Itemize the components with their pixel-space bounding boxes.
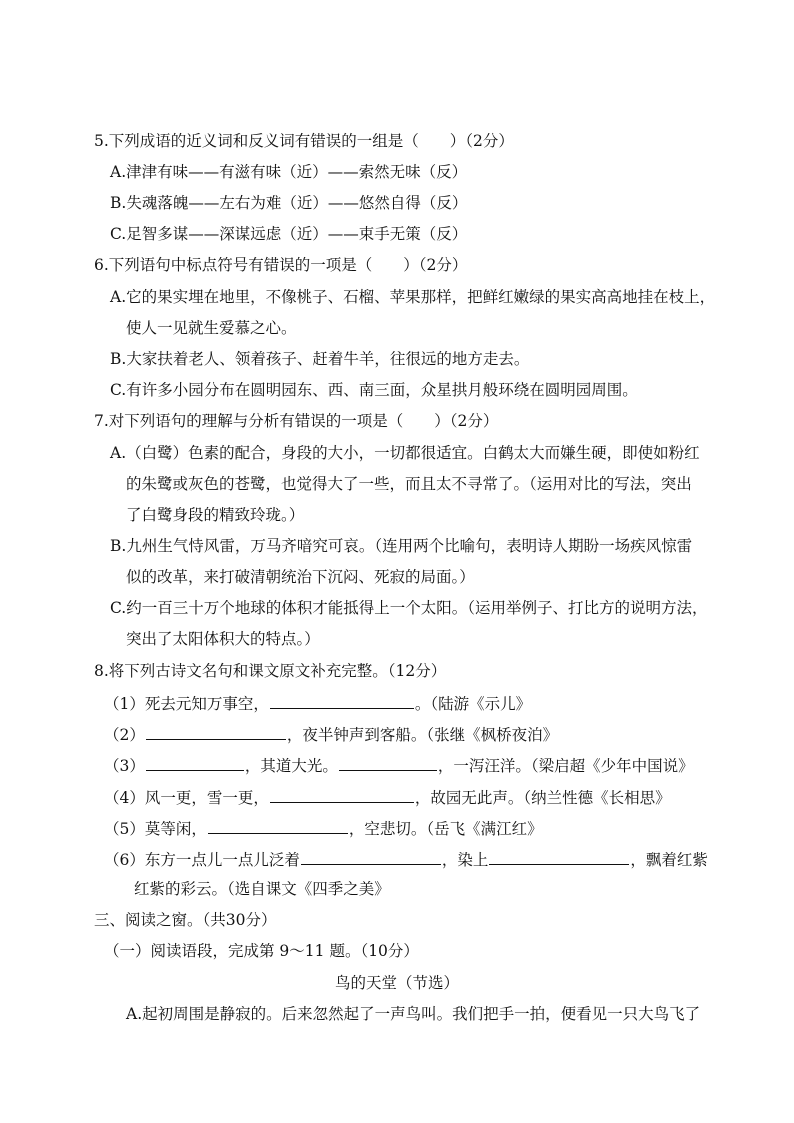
section-heading: 三、阅读之窗。（共30分） xyxy=(94,911,277,929)
q8-item-2 xyxy=(104,723,558,745)
q8-item-3-pre: （3） xyxy=(104,757,145,775)
q8-item-3-mid: ，其道大光。 xyxy=(244,757,338,775)
q5-stem: 5.下列成语的近义词和反义词有错误的一组是（ ）（2分） xyxy=(94,132,514,150)
q7-option-a-cont2: 了白鹭身段的精致玲珑。） xyxy=(126,506,305,524)
passage-paragraph: A.起初周围是静寂的。后来忽然起了一声鸟叫。我们把手一拍，便看见一只大鸟飞了 xyxy=(126,1005,701,1023)
answer-blank[interactable] xyxy=(146,723,286,740)
q8-item-2-pre: （2） xyxy=(104,726,145,744)
answer-blank[interactable] xyxy=(270,692,414,709)
answer-blank[interactable] xyxy=(146,754,244,771)
q7-option-b-cont: 似的改革，来打破清朝统治下沉闷、死寂的局面。） xyxy=(126,568,475,586)
q7-option-a: A.（白鹭）色素的配合，身段的大小，一切都很适宜。白鹤太大而嫌生硬，即使如粉红 xyxy=(110,444,700,462)
q7-option-c: C.约一百三十万个地球的体积才能抵得上一个太阳。（运用举例子、打比方的说明方法， xyxy=(110,599,708,617)
q8-item-4 xyxy=(104,786,671,808)
q8-item-1-post: 。（陆游《示儿》 xyxy=(414,695,532,713)
q7-stem: 7.对下列语句的理解与分析有错误的一项是（ ）（2分） xyxy=(94,412,499,430)
q8-stem: 8.将下列古诗文名句和课文原文补充完整。（12分） xyxy=(94,662,447,680)
q8-item-5-post: ，空悲切。（岳飞《满江红》 xyxy=(348,820,543,838)
answer-blank[interactable] xyxy=(270,786,414,803)
q8-item-6-pre: （6）东方一点儿一点儿泛着 xyxy=(104,851,300,869)
answer-blank[interactable] xyxy=(208,817,348,834)
q8-item-3 xyxy=(104,754,694,776)
q5-option-b: B.失魂落魄——左右为难（近）——悠然自得（反） xyxy=(110,194,468,212)
q8-item-4-post: ，故园无此声。（纳兰性德《长相思》 xyxy=(414,789,671,807)
q7-option-b: B.九州生气恃风雷，万马齐喑究可哀。（连用两个比喻句，表明诗人期盼一场疾风惊雷 xyxy=(110,537,693,555)
q8-item-3-post: ，一泻汪洋。（梁启超《少年中国说》 xyxy=(437,757,694,775)
q7-option-a-cont1: 的朱鹭或灰色的苍鹭，也觉得大了一些，而且太不寻常了。（运用对比的写法，突出 xyxy=(126,475,692,493)
q8-item-5 xyxy=(104,817,543,839)
q5-option-a: A.津津有味——有滋有味（近）——索然无味（反） xyxy=(110,163,468,181)
q6-stem: 6.下列语句中标点符号有错误的一项是（ ）（2分） xyxy=(94,256,468,274)
q8-item-1-pre: （1）死去元知万事空， xyxy=(104,695,269,713)
q6-option-a: A.它的果实埋在地里，不像桃子、石榴、苹果那样，把鲜红嫩绿的果实高高地挂在枝上， xyxy=(110,288,716,306)
q5-option-c: C.足智多谋——深谋远虑（近）——束手无策（反） xyxy=(110,225,468,243)
q8-item-4-pre: （4）风一更，雪一更， xyxy=(104,789,269,807)
answer-blank[interactable] xyxy=(489,848,629,865)
q8-item-6-mid: ，染上 xyxy=(441,851,489,869)
subsection-heading: （一）阅读语段，完成第 9～11 题。（10分） xyxy=(104,942,419,960)
q8-item-1 xyxy=(104,692,531,714)
answer-blank[interactable] xyxy=(339,754,437,771)
q8-item-2-post: ，夜半钟声到客船。（张继《枫桥夜泊》 xyxy=(286,726,559,744)
q8-item-5-pre: （5）莫等闲， xyxy=(104,820,207,838)
q6-option-b: B.大家扶着老人、领着孩子、赶着牛羊，往很远的地方走去。 xyxy=(110,350,530,368)
q8-item-6-post: ，飘着红紫 xyxy=(630,851,708,869)
q8-item-6 xyxy=(104,848,708,870)
passage-title: 鸟的天堂（节选） xyxy=(334,974,459,992)
q6-option-c: C.有许多小园分布在圆明园东、西、南三面，众星拱月般环绕在圆明园周围。 xyxy=(110,381,638,399)
q8-item-6-cont: 红紫的彩云。（选自课文《四季之美》 xyxy=(134,880,390,898)
q6-option-a-cont: 使人一见就生爱慕之心。 xyxy=(126,319,297,337)
answer-blank[interactable] xyxy=(301,848,441,865)
q7-option-c-cont: 突出了太阳体积大的特点。） xyxy=(126,630,320,648)
